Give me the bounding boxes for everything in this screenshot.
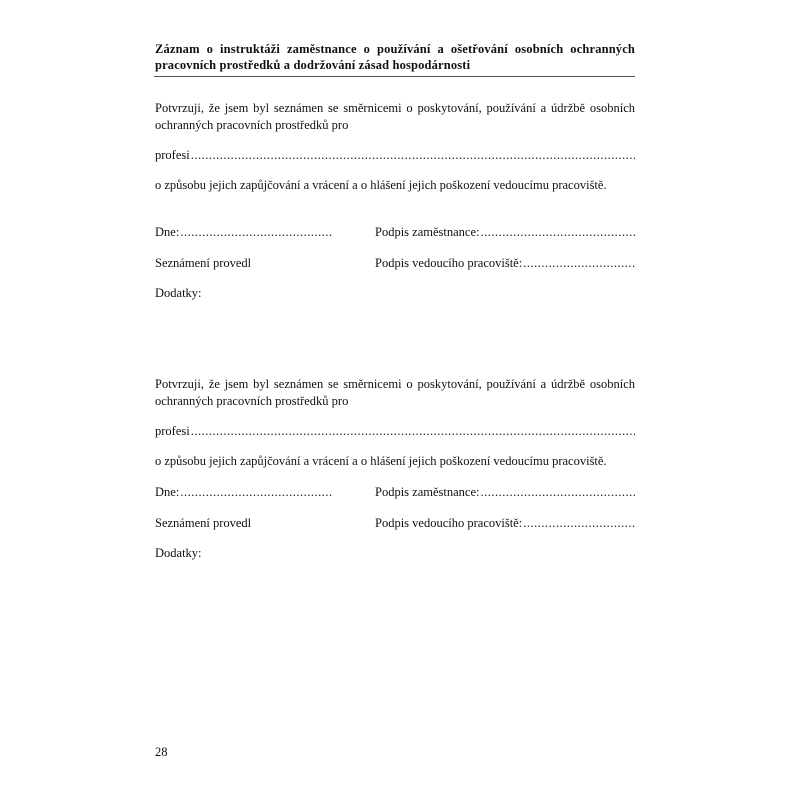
profession-dotted-line	[191, 424, 635, 439]
instructed-by-label: Seznámení provedl	[155, 516, 252, 530]
employee-signature-field[interactable]	[375, 225, 635, 240]
addenda-label: Dodatky:	[155, 546, 202, 560]
date-field[interactable]	[155, 485, 333, 500]
date-dotted-line	[180, 225, 333, 240]
profession-field[interactable]	[155, 424, 635, 439]
instructed-by-label: Seznámení provedl	[155, 256, 252, 270]
employee-signature-label: Podpis zaměstnance:	[375, 225, 480, 239]
date-field[interactable]	[155, 225, 333, 240]
date-label: Dne:	[155, 485, 180, 499]
confirmation-statement: Potvrzuji, že jsem byl seznámen se směrnicemi o poskytování, používání a údržbě osobních ochranných pracovních prostředků pro	[155, 101, 635, 132]
page-number: 28	[155, 745, 168, 759]
manager-signature-field[interactable]	[375, 256, 635, 271]
employee-signature-field[interactable]	[375, 485, 635, 500]
manager-signature-dotted-line	[523, 256, 635, 271]
employee-signature-label: Podpis zaměstnance:	[375, 485, 480, 499]
lending-return-text: o způsobu jejich zapůjčování a vrácení a o hlášení jejich poškození vedoucímu pracoviště.	[155, 454, 607, 468]
profession-label: profesi	[155, 148, 190, 162]
profession-dotted-line	[191, 148, 635, 163]
lending-return-text: o způsobu jejich zapůjčování a vrácení a o hlášení jejich poškození vedoucímu pracoviště.	[155, 178, 607, 192]
profession-field[interactable]	[155, 148, 635, 163]
manager-signature-label: Podpis vedoucího pracoviště:	[375, 516, 523, 530]
profession-label: profesi	[155, 424, 190, 438]
date-label: Dne:	[155, 225, 180, 239]
confirmation-statement: Potvrzuji, že jsem byl seznámen se směrnicemi o poskytování, používání a údržbě osobních ochranných pracovních prostředků pro	[155, 377, 635, 408]
page-title: Záznam o instruktáži zaměstnance o používání a ošetřování osobních ochranných pracovních prostředků a dodržování zásad hospodárnosti	[155, 42, 635, 72]
title-divider	[154, 76, 635, 77]
date-dotted-line	[180, 485, 333, 500]
manager-signature-field[interactable]	[375, 516, 635, 531]
employee-signature-dotted-line	[481, 485, 636, 500]
employee-signature-dotted-line	[481, 225, 636, 240]
addenda-label: Dodatky:	[155, 286, 202, 300]
manager-signature-dotted-line	[523, 516, 635, 531]
manager-signature-label: Podpis vedoucího pracoviště:	[375, 256, 523, 270]
